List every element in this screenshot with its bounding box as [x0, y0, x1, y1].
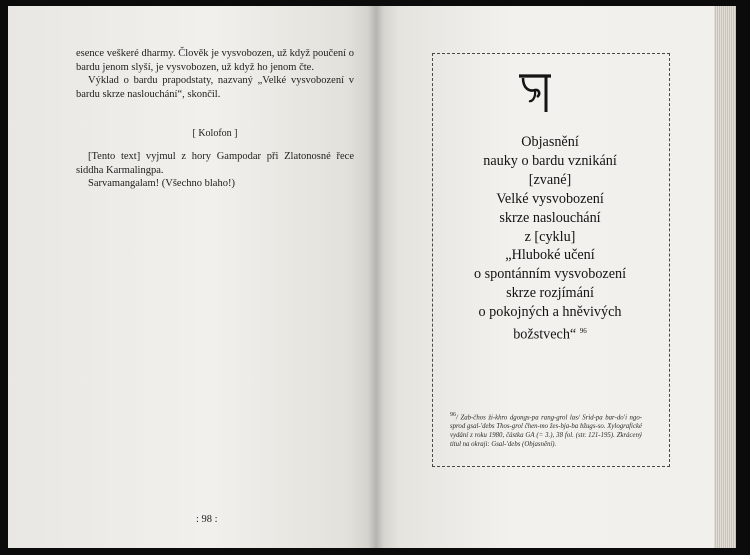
left-text-top [76, 47, 354, 101]
page-number: : 98 : [196, 514, 218, 525]
footnote-number: 96 [450, 412, 456, 418]
title-line: o spontánním vysvobození [473, 266, 627, 283]
title-line: [zvané] [528, 171, 572, 188]
title-line: Objasnění [521, 134, 579, 150]
footnote [450, 411, 642, 449]
left-text-colophon [76, 150, 354, 191]
paragraph-3: [Tento text] vyjmul z hory Gampodar při Zlatonosné řece siddha Karmalingpa. [76, 151, 354, 176]
title-line: „Hluboké učení [505, 247, 595, 264]
title-line-last [442, 322, 658, 345]
title-line: Velké vysvobození [496, 190, 604, 207]
title-line: nauky o bardu vznikání [483, 152, 617, 169]
title-line: božstvech“ [513, 326, 577, 343]
chapter-title [442, 133, 658, 345]
page-edges [714, 6, 736, 548]
paragraph-1: esence veškeré dharmy. Člověk je vysvobozen, už když poučení o bardu jenom slyší, je vysvobozen, už když ho jenom čte. [76, 48, 354, 73]
footnote-reference: 96 [579, 327, 587, 336]
paragraph-4: Sarvamangalam! (Všechno blaho!) [88, 178, 235, 190]
title-line: skrze naslouchání [499, 209, 601, 226]
title-line: o pokojných a hněvivých [478, 304, 622, 321]
title-line: skrze rozjímání [506, 285, 594, 302]
footnote-text: / Zab-čhos ži-khro dgongs-pa rang-grol las/ Srid-pa bar-do'i ngo-sprod gsal-'debs Thos-grol čhen-mo žes-bja-ba bžugs-so. Xylografické vydání z roku 1980, částka GA (= 3.), 38 fol. (str. 121-195). Zkrácený titul na okraji: Gsal-'debs (Objasnění). [450, 414, 642, 448]
tibetan-letter-ga-icon [515, 68, 555, 118]
book-gutter [368, 6, 384, 548]
title-line: z [cyklu] [524, 228, 576, 245]
colophon-heading: [ Kolofon ] [192, 128, 238, 139]
paragraph-2: Výklad o bardu prapodstaty, nazvaný „Velké vysvobození v bardu skrze naslouchání“, skončil. [76, 75, 354, 100]
